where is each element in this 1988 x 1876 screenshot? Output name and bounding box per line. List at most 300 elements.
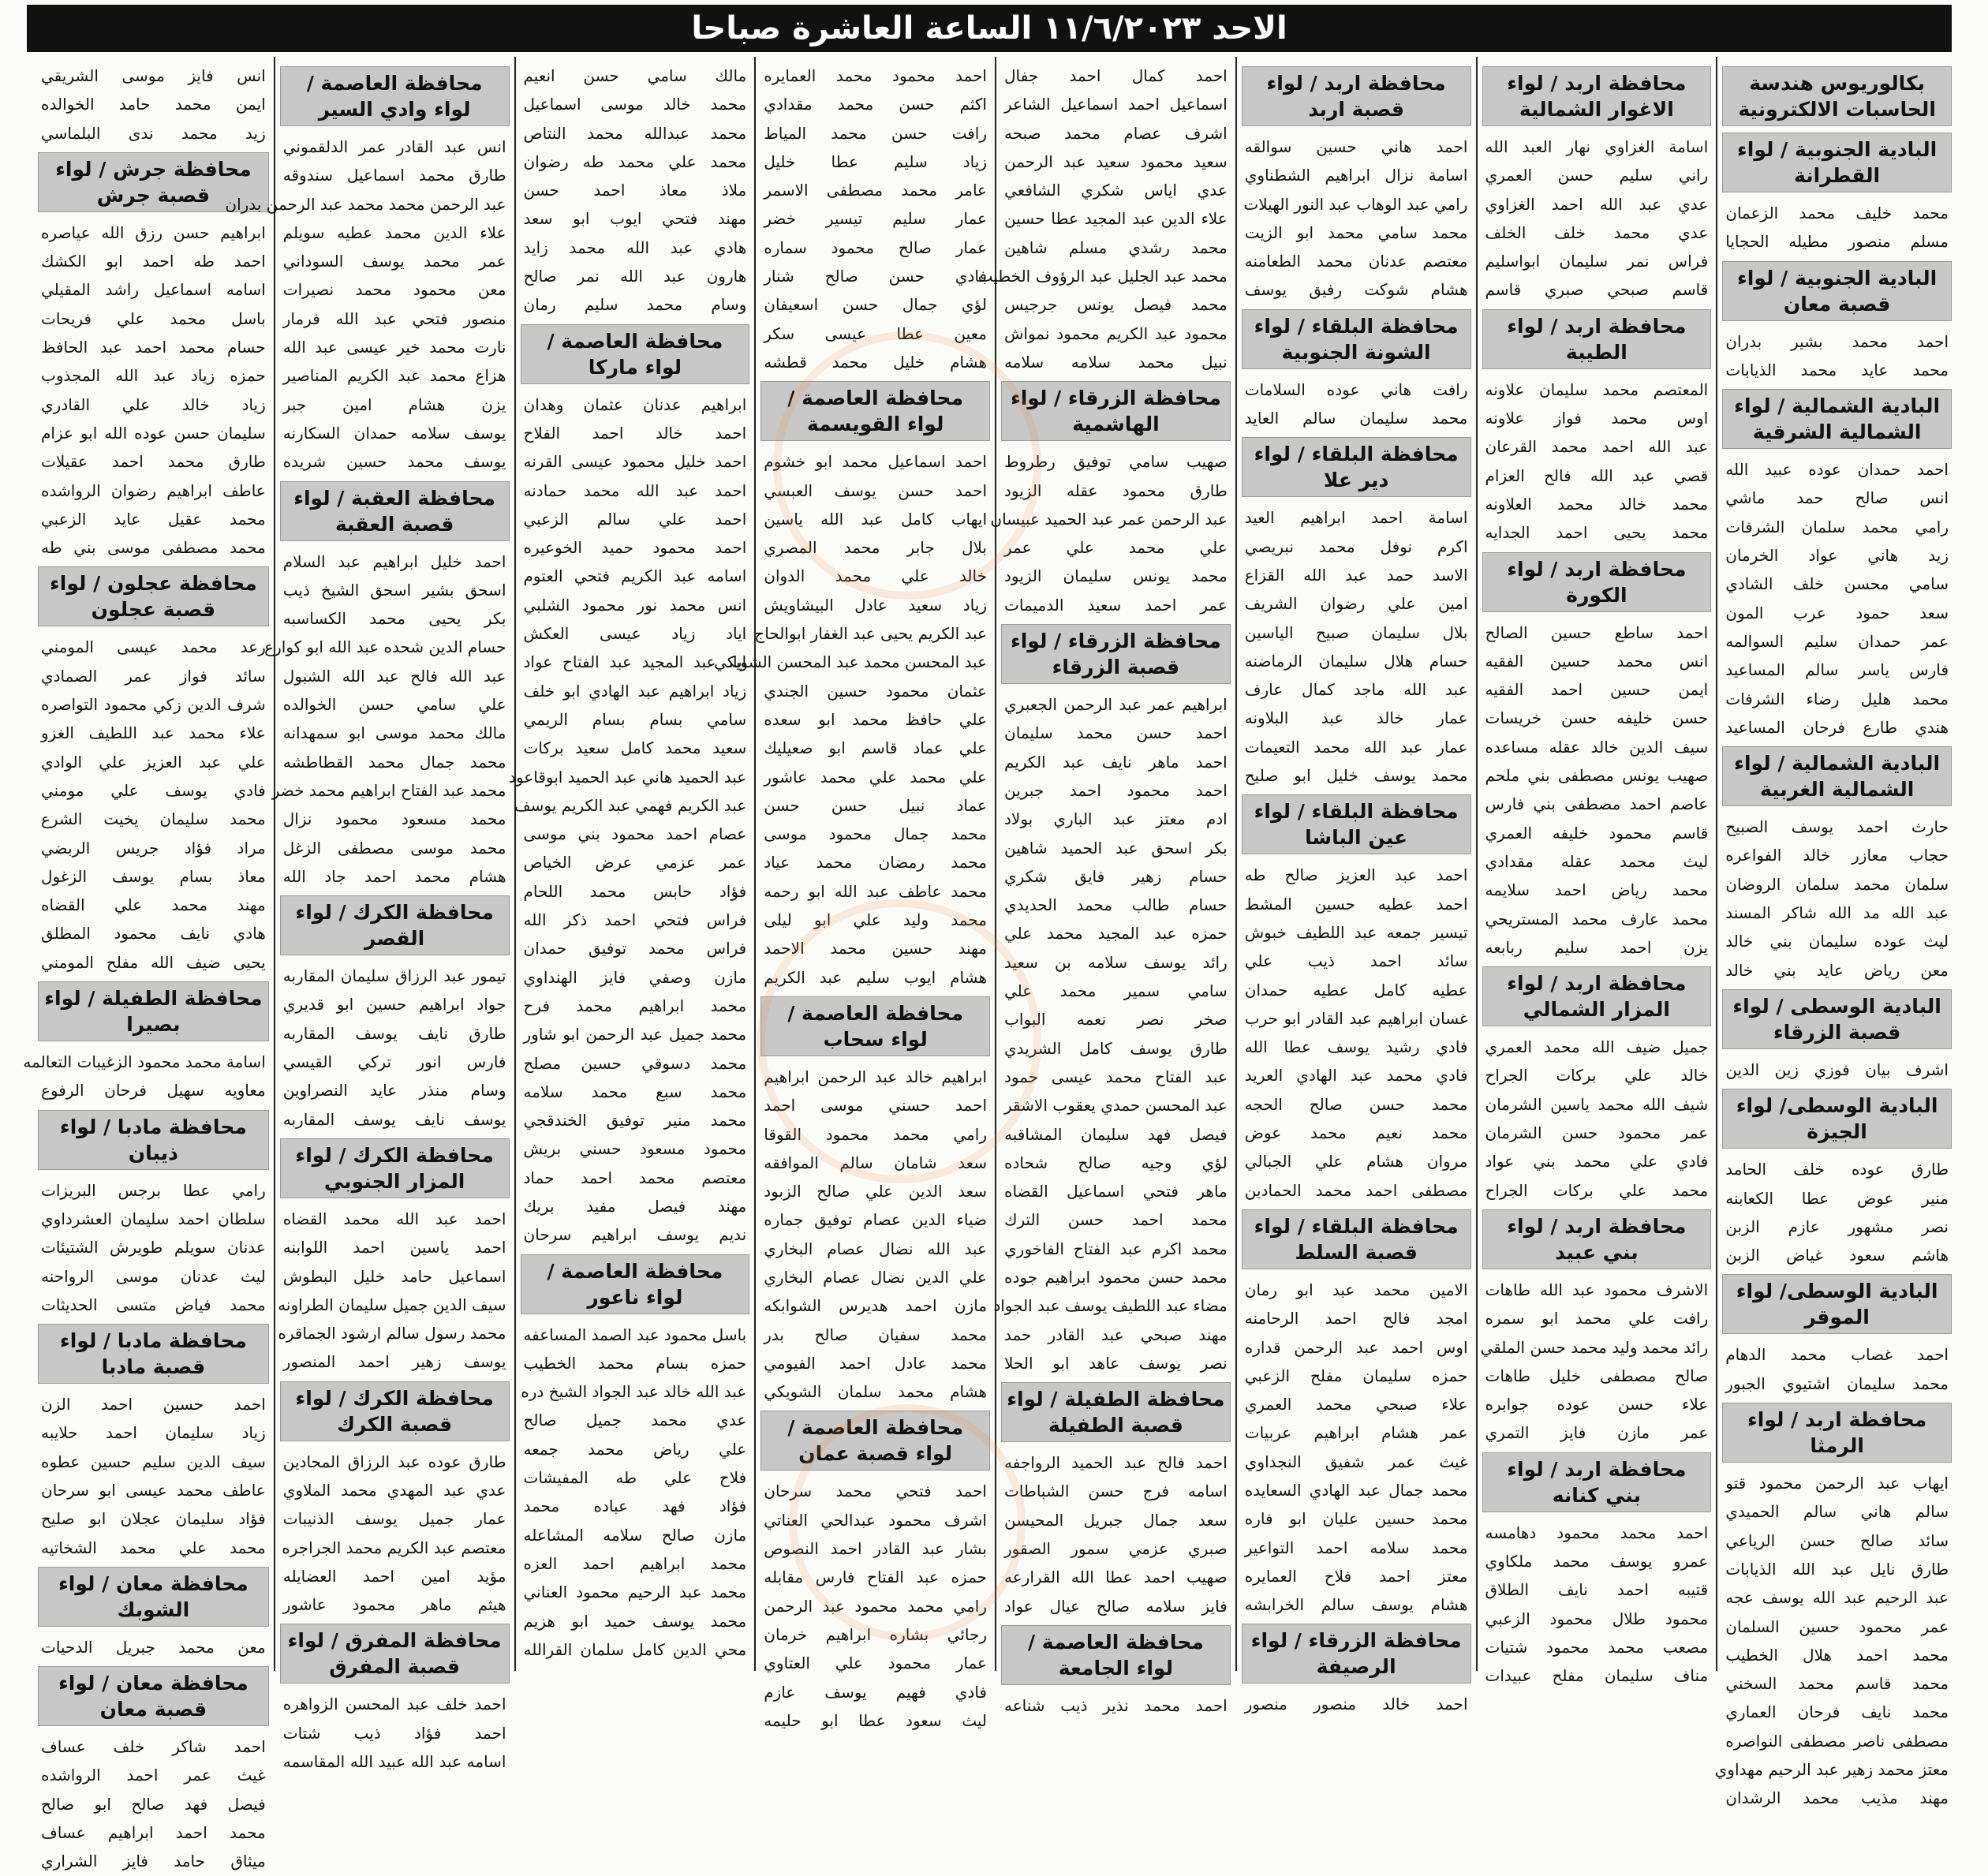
candidate-name: يزن احمد سليم ربابعه [1485,937,1709,957]
candidate-name: محمود عبد الكريم محمود نمواش [1004,323,1228,343]
candidate-name: احمد ماهر نايف عبد الكريم [1004,752,1228,772]
candidate-name: بلال جابر محمد المصري [764,538,987,558]
candidate-name: ابراهيم عدنان عثمان وهدان [523,394,747,414]
candidate-name: حمزه عبد المجيد محمد علي [1004,924,1228,944]
candidate-name: احمد حسن محمد سليمان [1004,723,1228,743]
candidate-name: فادي علي محمد بني عواد [1485,1152,1709,1172]
candidate-name: عبد الله فالح عبد الله الشبول [282,666,506,686]
candidate-name: عبد الرحمن عمر عبد الحميد عبيسان [990,509,1228,529]
section-heading: محافظة الكرك / لواء المزار الجنوبي [280,1138,510,1198]
candidate-name: محمد سبع محمد سلامه [523,1082,747,1101]
candidate-name: هارون عبد الله نمر صالح [523,267,747,286]
page-banner: الاحد ١١/٦/٢٠٢٣ الساعة العاشرة صباحا [27,5,1952,52]
candidate-name: بلال سليمان صبيح الياسين [1244,622,1468,642]
section-heading: محافظة البلقاء / لواء قصبة السلط [1242,1209,1471,1269]
candidate-name: خالد علي محمد الدوان [764,566,987,586]
candidate-name: غيث عمر احمد الرواشده [41,1766,266,1785]
candidate-name: ميثاق حامد فايز الشراري [41,1852,266,1871]
candidate-name: عدي عبد المهدي محمد الملاوي [282,1480,506,1500]
section-heading: محافظة اربد / لواء بني عبيد [1482,1209,1712,1269]
candidate-name: فادي يوسف علي مومني [41,780,266,800]
candidate-name: علاء حسن عوده جوابره [1485,1395,1709,1414]
candidate-name: مهند محمد علي القضاه [41,895,266,915]
candidate-name: احمد محمود احمد جبرين [1004,780,1228,800]
candidate-name: اسامة محمد محمود الزغيبات التعالمه [23,1052,266,1072]
candidate-name: منير عوض عطا الكعابنه [1725,1188,1949,1208]
candidate-name: عبد الكريم فهمي عبد الكريم يوسف [514,795,747,815]
candidate-name: بشار عبد القادر احمد النصوص [764,1539,987,1559]
candidate-name: عمر مازن فايز التمري [1485,1423,1709,1443]
candidate-name: رامي عبد الوهاب عبد النور الهيلات [1243,194,1468,214]
candidate-name: زياد سليم عطا خليل [764,151,987,171]
candidate-name: حسام الدين شحده عبد الله ابو كوارع [264,637,506,657]
candidate-name: رامي محمد محمود القوقا [764,1124,987,1144]
candidate-name: نصر مشهور عازم الزبن [1725,1216,1949,1236]
candidate-name: محمد جمال محمد القطاطشه [282,752,506,772]
candidate-name: محمد فيصل يونس جرجيس [1004,295,1228,315]
candidate-name: علاء محمد عبد اللطيف الغزو [41,723,266,743]
candidate-name: محمد حسن محمود ابراهيم جوده [1004,1267,1228,1287]
candidate-name: اكرم نوفل محمد نبريصي [1244,536,1468,556]
candidate-name: معتز احمد فلاح العمايره [1244,1566,1468,1586]
candidate-name: اسماعيل حامد خليل البطوش [282,1266,506,1286]
candidate-name: معتصم عدنان محمد الطعامنه [1244,252,1468,271]
section-heading: محافظة جرش / لواء قصبة جرش [38,152,269,212]
section-heading: محافظة اربد / لواء الطيبة [1482,309,1712,369]
candidate-name: احمد حسني موسى احمد [764,1096,987,1116]
candidate-name: فادي محمد عبد الهادي العريد [1244,1066,1468,1086]
candidate-name: معن محمد جبريل الدحيات [41,1637,266,1657]
candidate-name: سعيد محمود سعيد عبد الرحمن [1004,151,1228,171]
candidate-name: محمد يونس سليمان الزيود [1004,566,1228,586]
candidate-name: اسحق بشير اسحق الشيخ ذيب [282,580,506,600]
candidate-name: وسام منذر عايد النصراوين [282,1081,506,1101]
candidate-name: علي عماد قاسم ابو صعيليك [764,738,987,758]
candidate-name: اسامه عبد الكريم فتحي العتوم [523,566,747,586]
candidate-name: انس فايز موسى الشريقي [41,66,266,85]
section-heading: البادية الوسطى/ لواء الموقر [1722,1274,1952,1334]
section-heading: محافظة عجلون / لواء قصبة عجلون [38,566,269,626]
candidate-name: محمد موسى مصطفى الزغل [282,838,506,858]
candidate-name: احمد خالد منصور منصور [1244,1695,1468,1714]
candidate-name: هادي نايف محمود المطلق [41,924,266,944]
candidate-name: ادم معتز عبد الباري بولاد [1004,809,1228,829]
candidate-name: صهيب يونس مصطفى بني ملحم [1485,766,1709,786]
candidate-name: عمر عزمي عرض الخياص [523,853,747,873]
candidate-name: الامين محمد عبد ابو رمان [1244,1280,1468,1299]
candidate-name: سلطان احمد سليمان العشرداوي [41,1209,266,1228]
section-heading: محافظة العاصمة / لواء ماركا [521,324,750,384]
candidate-name: احمد خلف عبد المحسن الزواهره [282,1695,506,1714]
candidate-name: احمد فالح عبد الحميد الرواجفه [1004,1453,1228,1473]
candidate-name: محمد رشدي مسلم شاهين [1004,237,1228,257]
candidate-name: عمرو يوسف محمد ملكاوي [1485,1551,1709,1571]
candidate-name: نديم يوسف ابراهيم سرحان [523,1225,747,1245]
candidate-name: المعتصم محمد سليمان علاونه [1485,379,1709,399]
candidate-name: نصر يوسف عاهد ابو الحلا [1004,1353,1228,1373]
candidate-name: محمد سفيان صالح بدر [764,1325,987,1344]
candidate-name: محمد سليمان يخيت الشرع [41,809,266,829]
section-heading: محافظة البلقاء / لواء الشونة الجنوبية [1242,309,1471,369]
candidate-name: اياد عبد المجيد عبد الفتاح عواد [523,652,747,672]
candidate-name: عبد الله خالد عبد الجواد الشيخ دره [521,1382,747,1402]
candidate-name: مازن وصفي فايز الهنداوي [523,967,747,987]
candidate-name: احمد محمد نذير ذيب شناعه [1004,1695,1228,1715]
candidate-name: مناف سليمان مفلح عبيدات [1485,1666,1709,1686]
candidate-name: احمد حسين احمد الزن [41,1395,266,1414]
section-heading: محافظة اربد / لواء الرمثا [1722,1403,1952,1463]
candidate-name: محمد رمضان محمد عياد [764,853,987,873]
candidate-name: ليث عوده سليمان بني خالد [1725,932,1949,951]
candidate-name: عمر محمود حسن الشرمان [1485,1123,1709,1143]
candidate-name: ضياء الدين عصام توفيق جماره [764,1210,987,1230]
candidate-name: هيثم ماهر محمود عاشور [282,1595,506,1615]
candidate-name: هندي طارع فرحان المساعيد [1725,717,1949,737]
candidate-name: احمد هاني حسين سوالقه [1244,137,1468,156]
candidate-name: يحيى ضيف الله مفلح المومني [41,952,266,972]
candidate-name: اسامة نزال ابراهيم الشطناوي [1244,166,1468,185]
candidate-name: انس محمد حسين الفقيه [1485,651,1709,671]
candidate-name: رعد محمد عيسى المومني [41,637,266,657]
candidate-name: فارس ياسر سالم المساعيد [1725,660,1949,680]
candidate-name: قاسم صبحي صبري قاسم [1485,280,1709,300]
candidate-name: عمر محمد يوسف السوداني [282,252,506,271]
candidate-name: طارق محمد اسماعيل سندوقه [282,166,506,185]
candidate-name: احمد حمدان عوده عبيد الله [1725,460,1949,480]
candidate-name: مصطفى ناصر مصطفى النواصره [1725,1731,1949,1751]
candidate-name: عمار سليم تيسير خضر [764,209,987,229]
candidate-name: معتصم محمد احمد حماد [523,1168,747,1187]
candidate-name: احمد اسماعيل محمد ابو خشوم [764,452,987,472]
candidate-name: عامر محمد مصطفى الاسمر [764,181,987,200]
section-heading: محافظة الزرقاء / لواء قصبة الزرقاء [1001,624,1231,684]
candidate-name: محمد جمال عبد الهادي السعايده [1244,1480,1468,1500]
candidate-name: عمر حمدان سليم السوالمه [1725,631,1949,651]
candidate-name: هشام ايوب سليم عبد الكريم [764,967,987,987]
candidate-name: اسامه فرج حسن الشباطات [1004,1482,1228,1501]
candidate-name: فيصل فهد صالح ابو صالح [41,1794,266,1814]
candidate-name: عدنان سويلم طويرش الشتيئات [41,1238,266,1258]
candidate-name: عمار صالح محمود سماره [764,237,987,257]
candidate-name: سائد صالح حسن الرياعي [1725,1530,1949,1550]
candidate-name: فؤاد سليمان عجلان ابو صليح [41,1509,266,1529]
candidate-name: فايز سلامه صالح عيال عواد [1004,1596,1228,1616]
candidate-name: عصام احمد محمود بني موسى [523,824,747,844]
candidate-name: شرف الدين زكي محمود التواصره [41,695,266,715]
candidate-name: احمد خالد احمد الفلاح [523,423,747,443]
candidate-name: نارت محمد خير عيسى عبد الله [282,338,506,357]
candidate-name: سعد حمود عرب المون [1725,603,1949,622]
section-heading: محافظة اربد / لواء المزار الشمالي [1482,966,1712,1026]
candidate-name: محمد عبدالله محمد النتاص [523,123,747,143]
column [509,57,755,1671]
candidate-name: محمد عبد الرحيم محمود العناني [523,1583,747,1602]
candidate-name: اشرف عصام محمد صبحه [1004,123,1228,143]
candidate-name: ايمن حسين احمد الفقيه [1485,680,1709,700]
column [714,57,995,1730]
candidate-name: علي الدين نضال عصام البخاري [764,1267,987,1287]
section-heading: محافظة اربد / لواء الكورة [1482,552,1712,612]
candidate-name: اياد زياد عيسى العكش [523,624,747,644]
candidate-name: باسل محمد علي فريحات [41,308,266,328]
candidate-name: محمد هليل رضاء الشرفات [1725,689,1949,708]
candidate-name: معاذ بسام يوسف الزغول [41,866,266,886]
candidate-name: محمد قاسم محمد السخني [1725,1674,1949,1694]
candidate-name: سلمان محمد سلمان الروضان [1725,874,1949,894]
section-heading: محافظة مادبا / لواء قصبة مادبا [38,1324,269,1384]
candidate-name: سائد احمد ذيب علي [1244,951,1468,971]
candidate-name: زياد سعيد عادل البيشاويش [764,595,987,615]
candidate-name: فراس فتحي احمد ذكر الله [523,910,747,930]
candidate-name: ليث محمد عقله مقدادي [1485,851,1709,871]
candidate-name: حمزه عبد الفتاح فارس مقابله [764,1568,987,1587]
candidate-name: علاء الدين عبد المجيد عطا حسين [1004,209,1228,229]
candidate-name: احمد خليل محمود عيسى القرنه [523,452,747,472]
candidate-name: سامي محسن خلف الشادي [1725,574,1949,594]
candidate-name: مؤيد امين احمد العضايله [282,1566,506,1586]
candidate-name: احمد شاكر خلف عساف [41,1737,266,1757]
candidate-name: عمر محمود حسين السلمان [1725,1616,1949,1636]
candidate-name: رامي محمد محمود عبد الرحمن [764,1596,987,1616]
candidate-name: محمد خالد موسى اسماعيل [523,95,747,114]
candidate-name: محمد عاطف عبد الله ابو رحمه [764,881,987,901]
candidate-name: محمد دسوقي حسين مصلح [523,1053,747,1073]
candidate-name: فيصل فهد سليمان المشاقبه [1004,1124,1228,1144]
candidate-name: حسام زهير فايق شكري [1004,866,1228,886]
candidate-name: عماد نبيل حسن حسن [764,795,987,815]
candidate-name: سعد الدين علي صالح الزبود [764,1182,987,1201]
candidate-name: زياد خالد علي القادري [41,394,266,414]
candidate-name: لؤي جمال حسن اسعيفان [764,295,987,315]
candidate-name: قتيبه احمد نايف الطلاق [1485,1580,1709,1600]
candidate-name: احمد فتحي محمد سرحان [764,1482,987,1501]
candidate-name: عطيه كامل عطيه حمدان [1244,980,1468,1000]
candidate-name: مهند فيصل مفيد بريك [523,1196,747,1216]
candidate-name: محمد مسعود محمود نزال [282,809,506,829]
candidate-name: فادي رشيد يوسف عطا الله [1244,1037,1468,1057]
candidate-name: شيف الله محمد ياسين الشرمان [1485,1094,1709,1114]
candidate-name: علاء صبحي محمد العمري [1244,1395,1468,1414]
candidate-name: احمد ساطع حسين الصالح [1485,622,1709,642]
section-heading: محافظة البلقاء / لواء دير علا [1242,437,1471,497]
candidate-name: احمد فؤاد ذيب شتات [282,1723,506,1743]
candidate-name: مراد فؤاد جريس الربضي [41,838,266,858]
candidate-name: اشرف محمود عبدالحي العناتي [764,1510,987,1530]
candidate-name: عمار محمود علي العتاوي [764,1654,987,1673]
candidate-name: طارق محمد احمد عقيلات [41,452,266,472]
section-heading: محافظة العاصمة / لواء سحاب [760,996,990,1056]
section-heading: محافظة العقبة / لواء قصبة العقبة [280,481,510,541]
section-heading: محافظة الزرقاء / لواء الرصيفة [1242,1624,1471,1684]
candidate-name: عبد الفتاح محمد عيسى حمود [1004,1067,1228,1086]
candidate-name: طارق نايل عبد الله الذيابات [1725,1559,1949,1579]
candidate-name: اسامة احمد ابراهيم العيد [1244,508,1468,528]
section-heading: محافظة العاصمة / لواء قصبة عمان [760,1411,990,1471]
candidate-name: تيسير جمعه عبد اللطيف خبوش [1244,922,1468,942]
candidate-name: وسام محمد سليم رمان [523,295,747,315]
candidate-name: محمد عقيل عايد الزعبي [41,509,266,529]
candidate-name: عدي محمد جميل صالح [523,1411,747,1430]
candidate-name: زيد محمد ندى البلماسي [41,123,266,143]
candidate-name: محمد سامي محمد ابو الزيت [1244,222,1468,242]
candidate-name: انس صالح حمد ماشي [1725,488,1949,508]
candidate-name: محمد عارف محمد المستريحي [1485,909,1709,929]
candidate-name: اكثم حسن محمد مقدادي [764,95,987,114]
candidate-name: اسماعيل احمد اسماعيل الشاعر [1004,95,1228,114]
candidate-name: محمود طلال محمود الزعبي [1485,1609,1709,1628]
candidate-name: انس عبد القادر عمر الدلقموني [282,137,506,156]
candidate-name: حمزه بسام محمد الخطيب [523,1353,747,1373]
column [23,57,274,1871]
candidate-name: سعد جمال جبريل المحيسن [1004,1510,1228,1530]
candidate-name: مازن احمد هديرس الشوابكه [764,1296,987,1316]
section-heading: محافظة اربد / لواء قصبة اربد [1242,66,1471,126]
candidate-name: عبد الرحمن محمد محمد عبد الرحمن بدران [225,194,506,214]
candidate-name: مروان هشام علي الجبالي [1244,1152,1468,1172]
candidate-name: عمار عبد الله محمد التعيمات [1244,737,1468,757]
candidate-name: اوس احمد عبد الرحمن قداره [1244,1337,1468,1357]
candidate-name: جميل ضيف الله محمد العمري [1485,1037,1709,1057]
section-heading: محافظة اربد / لواء بني كنانه [1482,1452,1712,1512]
candidate-name: محمد عايد محمد الذيابات [1725,360,1949,379]
candidate-name: طارق نايف يوسف المقاربه [282,1023,506,1043]
candidate-name: محمد عبد الفتاح ابراهيم محمد خضر [271,780,506,800]
section-heading: محافظة الزرقاء / لواء الهاشمية [1001,381,1231,441]
candidate-name: هشام محمد سلمان الشويكي [764,1382,987,1402]
section-heading: محافظة معان / لواء قصبة معان [38,1666,269,1726]
candidate-name: مضاء عبد اللطيف يوسف عبد الجواد [993,1296,1228,1316]
section-heading: محافظة المفرق / لواء قصبة المفرق [280,1624,510,1684]
section-heading: البادية الوسطى / لواء قصبة الزرقاء [1722,989,1952,1049]
candidate-name: حارث احمد يوسف الصبيح [1725,817,1949,837]
candidate-name: رافت علي محمد ابو سمره [1485,1309,1709,1329]
candidate-name: علي رياض محمد جمعه [523,1439,747,1459]
candidate-name: سائد فواز عمر الصمادي [41,666,266,686]
candidate-name: مهند مذيب محمد الرشدان [1725,1788,1949,1808]
candidate-name: فؤاد حابس محمد اللحام [523,881,747,901]
candidate-name: محمد حسن صالح الحجه [1244,1094,1468,1114]
candidate-name: ليث عدنان موسى الرواحنه [41,1266,266,1286]
candidate-name: هشام محمد احمد جاد الله [282,866,506,886]
candidate-name: سليمان حسن عوده الله ابو عزام [41,423,266,443]
candidate-name: لؤي وجيه صالح شحاده [1004,1153,1228,1172]
section-heading: البادية الشمالية / لواء الشمالية الشرقية [1722,389,1952,449]
candidate-name: معتصم عبد الكريم محمد الجراجره [282,1538,506,1557]
candidate-name: علي محمد علي محمد عاشور [764,767,987,787]
candidate-name: اشرف بيان فوزي زين الدين [1725,1059,1949,1079]
section-heading: محافظة البلقاء / لواء عين الباشا [1242,794,1471,854]
candidate-name: سعد شامان سالم الموافقه [764,1153,987,1172]
candidate-name: مهند فتحي ايوب ابو سعد [523,209,747,229]
candidate-name: طارق محمود عقله الزيود [1004,480,1228,500]
candidate-name: حمزه زياد عبد الله المجذوب [41,366,266,386]
candidate-name: رامي عطا برجس البريزات [41,1180,266,1200]
candidate-name: عدي عبد الله احمد الغزاوي [1485,194,1709,214]
column [977,57,1235,1715]
candidate-name: حمزه سليمان مفلح الزعبي [1244,1366,1468,1385]
candidate-name: محمد ابراهيم محمد فرح [523,996,747,1015]
candidate-name: صهيب سامي توفيق رطروط [1004,452,1228,472]
candidate-name: معتز محمد زهير عبد الرحيم مهداوي [1714,1759,1949,1779]
candidate-name: محمد سلامه احمد التواعير [1244,1538,1468,1557]
candidate-name: الاشرف محمود عبد الله طاهات [1485,1280,1709,1299]
candidate-name: تيمور عبد الرزاق سليمان المقاربه [282,966,506,986]
column [225,57,514,1772]
candidate-name: احمد علي سالم الزعبي [523,509,747,529]
candidate-name: محمود مسعود حسني بريش [523,1139,747,1159]
candidate-name: معن رياض عايد بني خالد [1725,960,1949,980]
candidate-name: فراس نمر سليمان ابواسليم [1485,252,1709,271]
candidate-name: ليث سعود عطا ابو حليمه [764,1710,987,1730]
candidate-name: مهند حسين محمد الاحمد [764,939,987,959]
candidate-name: طارق يوسف كامل الشريدي [1004,1038,1228,1058]
candidate-name: محمد جمال محمود موسى [764,824,987,844]
section-heading: بكالوريوس هندسة الحاسبات الالكترونية [1722,66,1952,126]
candidate-name: محمد مصطفى موسى بني طه [41,538,266,558]
candidate-name: محمد يوسف حميد ابو هزيم [523,1611,747,1631]
column [1714,57,1956,1808]
candidate-name: صهيب احمد عطا الله القرارعه [1004,1568,1228,1587]
candidate-name: بكر يحيى محمد الكساسبه [282,609,506,629]
candidate-name: ابراهيم خالد عبد الرحمن ابراهيم [764,1067,987,1086]
candidate-name: ماهر فتحي اسماعيل القضاه [1004,1182,1228,1201]
candidate-name: عمر احمد سعيد الدميمات [1004,595,1228,615]
candidate-name: عاطف محمد عيسى ابو سرحان [41,1480,266,1500]
candidate-name: محمد سليمان سالم العايد [1244,409,1468,428]
candidate-name: غيث عمر شفيق النجداوي [1244,1452,1468,1471]
candidate-name: محمد احمد حسن الترك [1004,1210,1228,1230]
candidate-name: فلاح علي طه المفيشات [523,1468,747,1488]
candidate-name: احمد غصاب محمد الدهام [1725,1345,1949,1365]
candidate-name: مهند صبحي عبد القادر حمد [1004,1325,1228,1344]
candidate-name: قاسم محمود خليفه العمري [1485,823,1709,843]
candidate-name: سيف الدين خالد عقله مساعده [1485,737,1709,757]
section-heading: محافظة العاصمة / لواء القويسمة [760,381,990,441]
candidate-name: احمد محمود محمد العمايره [764,66,987,85]
candidate-name: محمد حسين عليان ابو فاره [1244,1509,1468,1529]
candidate-name: حجاب معازر خالد الفواعره [1725,846,1949,865]
candidate-name: مالك سامي حسن انعيم [523,66,747,85]
candidate-name: هاشم سعود غياض الزبن [1725,1246,1949,1265]
candidate-name: محمد جميل عبد الرحمن ابو شاور [523,1025,747,1045]
candidate-name: فراس محمد توفيق حمدان [523,939,747,959]
candidate-name: ايمن محمد حامد الخوالده [41,95,266,114]
column [1476,57,1717,1686]
candidate-name: عدي اياس شكري الشافعي [1004,181,1228,200]
candidate-name: علي حافظ محمد ابو سعده [764,709,987,729]
candidate-name: محمد علي محمد طه رضوان [523,151,747,171]
candidate-name: يوسف سلامه حمدان السكارنه [282,423,506,443]
candidate-name: علاء الدين محمد عطيه سويلم [282,222,506,242]
candidate-name: احمد عبد العزيز صالح طه [1244,865,1468,885]
candidate-name: راني سليم حسن العمري [1485,166,1709,185]
candidate-name: طارق عوده عبد الرزاق المحادين [282,1452,506,1471]
candidate-name: محي الدين كامل سلمان القرالله [523,1639,747,1659]
candidate-name: امين علي رضوان الشريف [1244,594,1468,614]
candidate-name: اسامه اسماعيل راشد المقيلي [41,280,266,300]
candidate-name: اسامه عبد الله عبيد الله المقاسمه [282,1752,506,1772]
candidate-name: فادي فهيم يوسف عازم [764,1682,987,1702]
candidate-name: قصي عبد الله فالح العزام [1485,465,1709,485]
candidate-name: عبد الرحيم عبد الله يوسف عجه [1725,1588,1949,1608]
candidate-name: رامي محمد سلمان الشرفات [1725,517,1949,536]
candidate-name: اسامة الغزاوي نهار العبد الله [1485,137,1709,156]
candidate-name: محمد رسول سالم ارشود الجماقره [278,1324,506,1343]
candidate-name: يوسف محمد حسين شريده [282,452,506,472]
candidate-name: محمد خليف محمد الزعمان [1725,204,1949,222]
candidate-name: انس محمد نور محمود الشلبي [523,595,747,615]
candidate-name: محمد عادل احمد الفيومي [764,1353,987,1373]
